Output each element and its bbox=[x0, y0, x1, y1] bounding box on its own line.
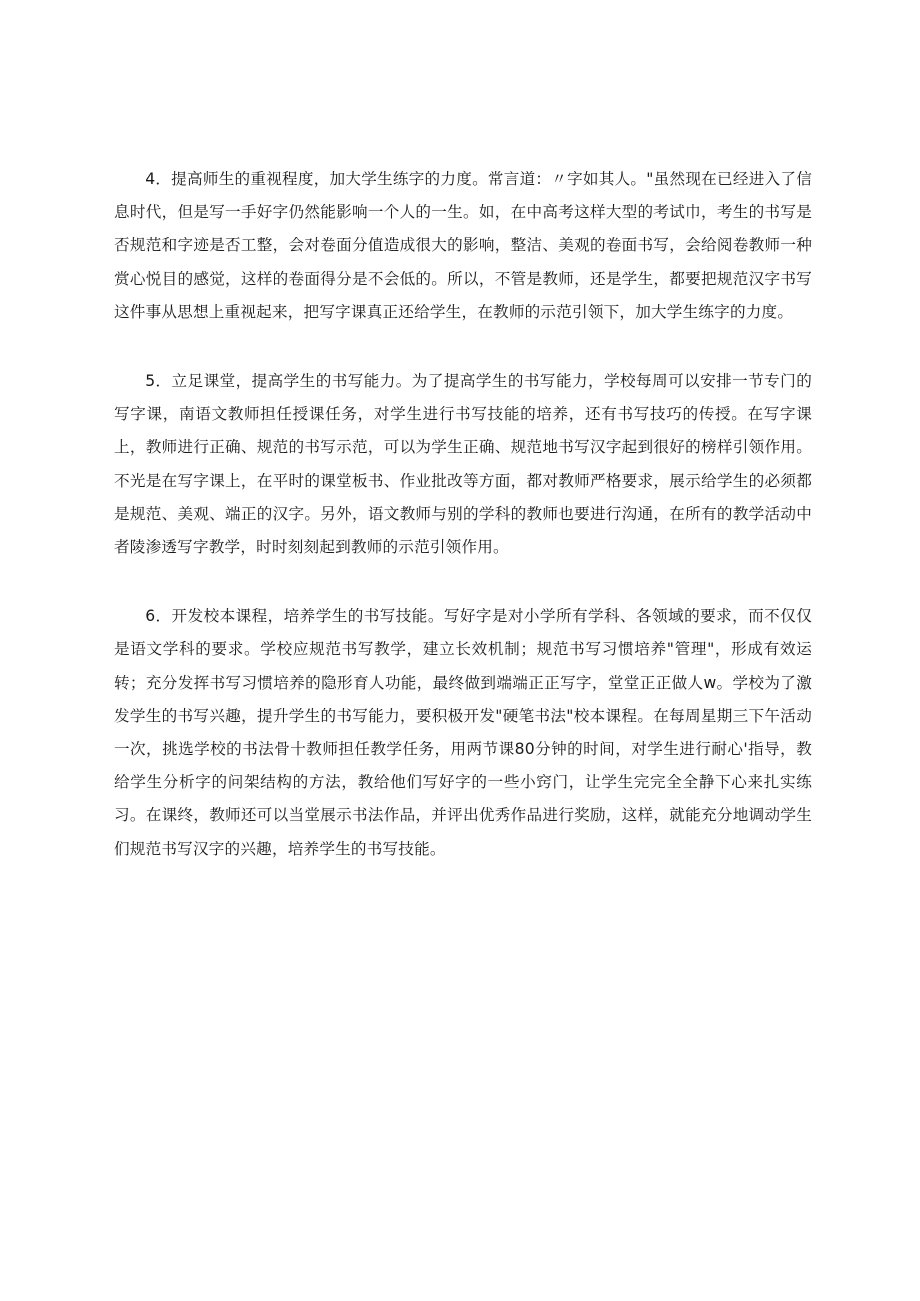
paragraph-6: 6．开发校本课程，培养学生的书写技能。写好字是对小学所有学科、各领域的要求，而不仅仅是语文学科的要求。学校应规范书写教学，建立长效机制；规范书写习惯培养"管理"，形成有效运转；充分发挥书写习惯培养的隐形育人功能，最终做到端端正正写字，堂堂正正做人w。学校为了激发学生的书写兴趣，提升学生的书写能力，要积极开发"硬笔书法"校本课程。在每周星期三下午活动一次，挑选学校的书法骨十教师担任教学任务，用两节课80分钟的时间，对学生进行耐心'指导，教给学生分析字的问架结构的方法，教给他们写好字的一些小窍门，让学生完完全全静下心来扎实练习。在课终，教师还可以当堂展示书法作品，并评出优秀作品进行奖励，这样，就能充分地调动学生们规范书写汉字的兴趣，培养学生的书写技能。 bbox=[114, 607, 812, 858]
paragraph-4: 4．提高师生的重视程度，加大学生练字的力度。常言道：〃字如其人。"虽然现在已经进入了信息时代，但是写一手好字仍然能影响一个人的一生。如，在中高考这样大型的考试巾，考生的书写是否规范和字迹是否工整，会对卷面分值造成很大的影响，整洁、美观的卷面书写，会给阅卷教师一种赏心悦目的感觉，这样的卷面得分是不会低的。所以，不管是教师，还是学生，都要把规范汉字书写这件事从思想上重视起来，把写字课真正还给学生，在教师的示范引领下，加大学生练字的力度。 bbox=[114, 170, 812, 321]
paragraph-5: 5．立足课堂，提高学生的书写能力。为了提高学生的书写能力，学校每周可以安排一节专门的写字课，南语文教师担任授课任务，对学生进行书写技能的培养，还有书写技巧的传授。在写字课上，教师进行正确、规范的书写示范，可以为学生正确、规范地书写汉字起到很好的榜样引领作用。不光是在写字课上，在平时的课堂板书、作业批改等方面，都对教师严格要求，展示给学生的必须都是规范、美观、端正的汉字。另外，语文教师与别的学科的教师也要进行沟通，在所有的教学活动中者陵渗透写字教学，时时刻刻起到教师的示范引领作用。 bbox=[114, 372, 812, 557]
document-body bbox=[114, 163, 812, 866]
